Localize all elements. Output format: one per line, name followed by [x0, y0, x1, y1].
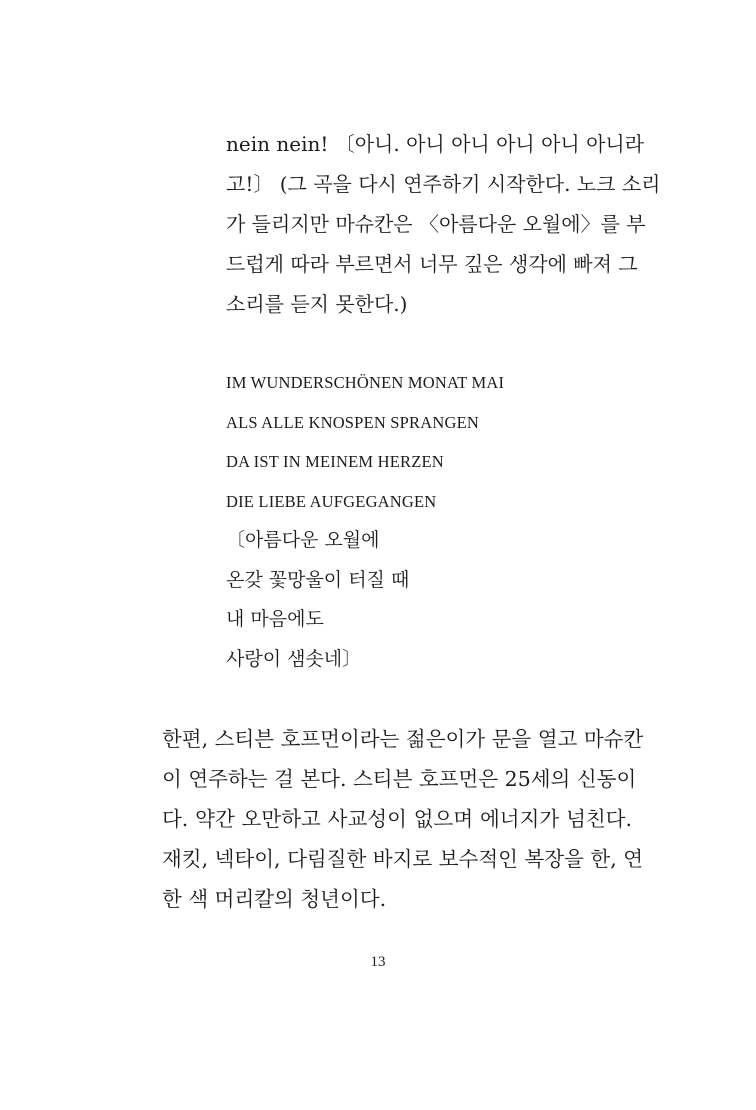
narrative-line: 재킷, 넥타이, 다림질한 바지로 보수적인 복장을 한, 연: [162, 847, 644, 871]
narrative-line: 이 연주하는 걸 본다. 스티븐 호프먼은 25세의 신동이: [162, 767, 637, 791]
german-lyric-line: ALS ALLE KNOSPEN SPRANGEN: [226, 412, 479, 432]
narrative-line: 한편, 스티븐 호프먼이라는 젊은이가 문을 열고 마슈칸: [162, 727, 644, 751]
stage-direction: [226, 124, 661, 324]
german-lyric-line: IM WUNDERSCHÖNEN MONAT MAI: [226, 373, 505, 392]
korean-lyric-line: 내 마음에도: [226, 608, 324, 630]
korean-lyric-line: 사랑이 샘솟네〕: [226, 647, 362, 670]
stage-direction-line: 가 들리지만 마슈칸은 〈아름다운 오월에〉를 부: [226, 212, 646, 236]
stage-direction-line: 고!〕 (그 곡을 다시 연주하기 시작한다. 노크 소리: [226, 172, 661, 196]
korean-lyric-line: 〔아름다운 오월에: [226, 529, 380, 551]
song-lyrics: [226, 363, 646, 679]
stage-direction-line: 드럽게 따라 부르면서 너무 깊은 생각에 빠져 그: [226, 252, 638, 276]
german-lyric-line: DA IST IN MEINEM HERZEN: [226, 452, 444, 471]
narrative-line: 다. 약간 오만하고 사교성이 없으며 에너지가 넘친다.: [162, 807, 632, 831]
german-lyric-line: DIE LIEBE AUFGEGANGEN: [226, 491, 437, 511]
narrative-line: 한 색 머리칼의 청년이다.: [162, 887, 387, 911]
page-number: 13: [370, 954, 386, 970]
narrative-paragraph: [162, 719, 644, 919]
korean-lyric-line: 온갖 꽃망울이 터질 때: [226, 568, 410, 591]
stage-direction-line: nein nein! 〔아니. 아니 아니 아니 아니 아니라: [226, 132, 645, 156]
stage-direction-line: 소리를 듣지 못한다.): [226, 292, 408, 316]
